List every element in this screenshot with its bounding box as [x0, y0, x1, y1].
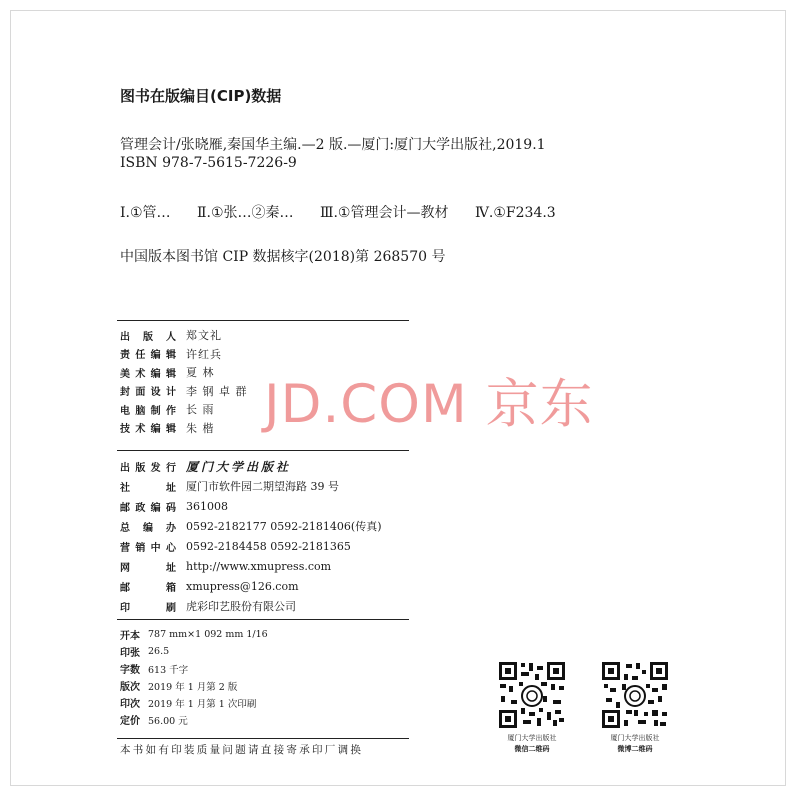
staff-value: 许红兵	[186, 347, 222, 361]
staff-label: 电脑制作	[120, 405, 176, 417]
staff-block	[120, 326, 248, 437]
wechat-qr-code[interactable]	[497, 660, 567, 730]
staff-row	[120, 382, 248, 401]
staff-label: 责任编辑	[120, 350, 176, 362]
print-quality-notice: 本书如有印装质量问题请直接寄承印厂调换	[120, 744, 364, 756]
jd-watermark: JD.COM 京东	[264, 374, 594, 435]
spec-row	[120, 694, 268, 711]
spec-value: 26.5	[148, 646, 170, 657]
weibo-qr-code[interactable]	[600, 660, 670, 730]
publisher-row	[120, 456, 381, 476]
staff-row	[120, 363, 248, 382]
publisher-label: 社址	[120, 482, 176, 494]
spec-row	[120, 711, 268, 728]
staff-value: 郑文礼	[186, 329, 222, 343]
qr-code-icon	[600, 660, 670, 730]
publisher-value: 虎彩印艺股份有限公司	[186, 600, 296, 613]
spec-value: 787 mm×1 092 mm 1/16	[148, 629, 268, 640]
publisher-row	[120, 476, 381, 496]
cip-class-3: Ⅲ.①管理会计—教材	[319, 205, 449, 221]
spec-row	[120, 626, 268, 643]
spec-value: 613 千字	[148, 664, 189, 676]
spec-value: 2019 年 1 月第 1 次印刷	[148, 698, 257, 710]
cip-class-1: Ⅰ.①管…	[120, 205, 171, 221]
publisher-row	[120, 596, 381, 616]
publisher-label: 营销中心	[120, 542, 176, 554]
cip-isbn-line: ISBN 978-7-5615-7226-9	[120, 155, 297, 171]
publisher-block	[120, 456, 381, 616]
publisher-label: 网址	[120, 562, 176, 574]
cip-classification-line	[120, 202, 578, 222]
publisher-value: 0592-2184458 0592-2181365	[186, 539, 351, 553]
publisher-row	[120, 536, 381, 556]
publisher-label: 出版发行	[120, 462, 176, 474]
divider-notice-top	[117, 738, 409, 739]
staff-value: 李 钢 卓 群	[186, 384, 248, 398]
cip-record-number: 中国版本图书馆 CIP 数据核字(2018)第 268570 号	[120, 249, 446, 265]
cip-title: 图书在版编目(CIP)数据	[120, 87, 282, 105]
publisher-row	[120, 516, 381, 536]
specs-block	[120, 626, 268, 728]
qr-caption-publisher: 厦门大学出版社	[507, 734, 557, 742]
qr-caption-type: 微信二维码	[514, 745, 550, 753]
staff-row	[120, 419, 248, 438]
spec-row	[120, 677, 268, 694]
publisher-label: 邮箱	[120, 582, 176, 594]
cip-bibliographic-line: 管理会计/张晓雁,秦国华主编.—2 版.—厦门:厦门大学出版社,2019.1	[120, 137, 546, 153]
publisher-label: 总编办	[120, 522, 176, 534]
divider-specs-top	[117, 619, 409, 620]
divider-publisher-top	[117, 450, 409, 451]
spec-value: 2019 年 1 月第 2 版	[148, 681, 238, 693]
staff-label: 封面设计	[120, 387, 176, 399]
publisher-row	[120, 496, 381, 516]
staff-row	[120, 326, 248, 345]
spec-label: 印张	[120, 648, 140, 659]
spec-label: 开本	[120, 631, 140, 642]
staff-row	[120, 400, 248, 419]
staff-value: 朱 楷	[186, 421, 215, 435]
spec-row	[120, 643, 268, 660]
spec-label: 版次	[120, 682, 140, 693]
spec-label: 印次	[120, 699, 140, 710]
website-link[interactable]: http://www.xmupress.com	[186, 559, 332, 573]
publisher-row	[120, 556, 381, 576]
email-link[interactable]: xmupress@126.com	[186, 579, 299, 593]
publisher-logo-text: 厦门大学出版社	[186, 459, 292, 474]
spec-value: 56.00 元	[148, 715, 188, 727]
staff-label: 美术编辑	[120, 368, 176, 380]
staff-value: 夏 林	[186, 366, 215, 380]
qr-code-icon	[497, 660, 567, 730]
publisher-value: 361008	[186, 499, 228, 513]
weibo-qr-caption	[595, 733, 675, 755]
qr-caption-type: 微博二维码	[617, 745, 653, 753]
publisher-label: 邮政编码	[120, 502, 176, 514]
spec-label: 定价	[120, 716, 140, 727]
cip-class-4: Ⅳ.①F234.3	[474, 205, 556, 221]
staff-value: 长 雨	[186, 403, 215, 417]
staff-row	[120, 345, 248, 364]
cip-class-2: Ⅱ.①张…②秦…	[196, 205, 294, 221]
publisher-row	[120, 576, 381, 596]
qr-caption-publisher: 厦门大学出版社	[610, 734, 660, 742]
publisher-value: 0592-2182177 0592-2181406(传真)	[186, 520, 382, 533]
publisher-label: 印刷	[120, 602, 176, 614]
spec-label: 字数	[120, 665, 140, 676]
staff-label: 出版人	[120, 331, 176, 343]
publisher-value: 厦门市软件园二期望海路 39 号	[186, 480, 339, 493]
wechat-qr-caption	[492, 733, 572, 755]
divider-staff-top	[117, 320, 409, 321]
staff-label: 技术编辑	[120, 424, 176, 436]
spec-row	[120, 660, 268, 677]
